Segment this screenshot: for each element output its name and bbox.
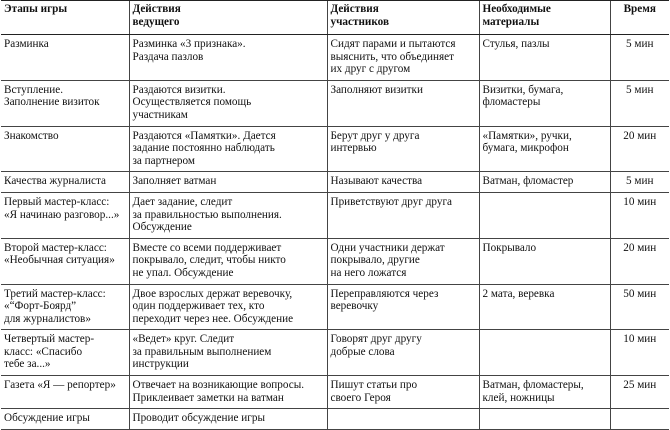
- cell-materials: [479, 126, 610, 172]
- table-body: [1, 35, 669, 430]
- cell-participant-actions: [327, 284, 479, 330]
- cell-text-line: участникам: [132, 108, 188, 121]
- cell-text-line: 50 мин: [623, 287, 657, 300]
- cell-text-line: 5 мин: [626, 38, 654, 50]
- cell-text-line: «Памятки», ручки,: [482, 129, 572, 142]
- cell-text-line: 20 мин: [623, 241, 657, 254]
- cell-participant-actions: [327, 192, 479, 238]
- cell-text-line: за партнером: [132, 154, 195, 167]
- cell-host-actions: [129, 284, 327, 330]
- table-row: [1, 172, 669, 193]
- table-header: [1, 1, 669, 35]
- cell-participant-actions: [327, 126, 479, 172]
- cell-text-line: Ватман, фломастер: [482, 175, 574, 188]
- cell-text-line: Вместе со всеми поддерживает: [132, 241, 282, 254]
- table-row: [1, 192, 669, 238]
- cell-text-line: Приклеивает заметки на ватман: [132, 391, 284, 404]
- column-header-participant-actions: [327, 1, 479, 35]
- table-row: [1, 126, 669, 172]
- cell-time: [610, 284, 669, 330]
- table-row: [1, 409, 669, 430]
- cell-text-line: Четвертый мастер-: [4, 333, 95, 346]
- column-header-materials: [479, 1, 610, 35]
- cell-materials: [479, 330, 610, 376]
- cell-text-line: Стулья, пазлы: [482, 38, 550, 50]
- cell-time: [610, 238, 669, 284]
- cell-text-line: Знакомство: [4, 129, 59, 142]
- cell-text-line: Одни участники держат: [330, 241, 445, 254]
- cell-participant-actions: [327, 409, 479, 430]
- table-row: [1, 35, 669, 81]
- cell-text-line: «Я начинаю разговор...»: [4, 208, 120, 221]
- cell-text-line: инструкции: [132, 358, 189, 371]
- cell-participant-actions: [327, 172, 479, 193]
- cell-text-line: фломастеры: [482, 96, 541, 109]
- column-header-line: участников: [330, 15, 390, 28]
- column-header-line: Необходимые: [482, 3, 551, 15]
- cell-text-line: 25 мин: [623, 379, 657, 392]
- cell-participant-actions: [327, 376, 479, 409]
- cell-text-line: Переправляются через: [330, 287, 439, 300]
- cell-text-line: Первый мастер-класс:: [4, 195, 110, 208]
- cell-text-line: Проводит обсуждение игры: [132, 412, 265, 425]
- cell-text-line: Отвечает на возникающие вопросы.: [132, 379, 305, 392]
- cell-text-line: Раздаются «Памятки». Дается: [132, 129, 276, 142]
- cell-text-line: Вступление.: [4, 83, 64, 96]
- cell-participant-actions: [327, 238, 479, 284]
- table-row: [1, 238, 669, 284]
- cell-text-line: клей, ножницы: [482, 391, 555, 404]
- cell-text-line: переходит через нее. Обсуждение: [132, 312, 294, 325]
- cell-text-line: «Ведет» круг. Следит: [132, 333, 235, 346]
- cell-text-line: Заполняет ватман: [132, 175, 217, 188]
- cell-stage: [1, 238, 129, 284]
- cell-text-line: Третий мастер-класс:: [4, 287, 106, 300]
- cell-text-line: 20 мин: [623, 129, 657, 142]
- cell-stage: [1, 126, 129, 172]
- cell-text-line: 5 мин: [626, 175, 654, 188]
- cell-text-line: Двое взрослых держат веревочку,: [132, 287, 293, 300]
- column-header-line: Этапы игры: [4, 3, 68, 15]
- cell-host-actions: [129, 35, 327, 81]
- cell-materials: [479, 284, 610, 330]
- cell-text-line: 10 мин: [623, 333, 657, 346]
- cell-text-line: не упал. Обсуждение: [132, 266, 234, 279]
- cell-time: [610, 172, 669, 193]
- cell-text-line: их друг с другом: [330, 63, 411, 76]
- game-stages-table: [1, 0, 669, 430]
- cell-text-line: «Необычная ситуация»: [4, 254, 115, 267]
- table-row: [1, 284, 669, 330]
- cell-materials: [479, 376, 610, 409]
- cell-text-line: интервью: [330, 142, 377, 155]
- cell-text-line: Дает задание, следит: [132, 195, 233, 208]
- column-header-line: Действия: [330, 3, 379, 15]
- cell-text-line: Раздаются визитки.: [132, 83, 226, 96]
- table-row: [1, 376, 669, 409]
- cell-text-line: класс: «Спасибо: [4, 345, 83, 358]
- cell-text-line: 2 мата, веревка: [482, 287, 555, 300]
- column-header-line: ведущего: [132, 15, 180, 28]
- column-header-stage: [1, 1, 129, 35]
- cell-participant-actions: [327, 80, 479, 126]
- cell-text-line: Заполнение визиток: [4, 96, 100, 109]
- cell-materials: [479, 172, 610, 193]
- cell-text-line: Называют качества: [330, 175, 423, 188]
- cell-text-line: веревочку: [330, 300, 379, 313]
- cell-participant-actions: [327, 330, 479, 376]
- cell-text-line: бумага, микрофон: [482, 142, 569, 155]
- cell-materials: [479, 80, 610, 126]
- cell-text-line: своего Героя: [330, 391, 391, 404]
- cell-stage: [1, 330, 129, 376]
- column-header-time: [610, 1, 669, 35]
- cell-text-line: Заполняют визитки: [330, 83, 423, 96]
- cell-text-line: Разминка: [4, 38, 49, 50]
- cell-stage: [1, 409, 129, 430]
- column-header-line: материалы: [482, 15, 540, 28]
- cell-stage: [1, 192, 129, 238]
- cell-stage: [1, 284, 129, 330]
- table-row: [1, 80, 669, 126]
- cell-host-actions: [129, 238, 327, 284]
- cell-time: [610, 192, 669, 238]
- cell-text-line: Ватман, фломастеры,: [482, 379, 584, 392]
- cell-host-actions: [129, 192, 327, 238]
- cell-text-line: Обсуждение: [132, 221, 192, 234]
- cell-stage: [1, 376, 129, 409]
- cell-text-line: Второй мастер-класс:: [4, 241, 107, 254]
- cell-text-line: Покрывало: [482, 241, 537, 254]
- cell-text-line: Сидят парами и пытаются: [330, 38, 456, 50]
- column-header-line: Действия: [132, 3, 181, 15]
- cell-text-line: Раздача пазлов: [132, 50, 204, 63]
- cell-text-line: Осуществляется помощь: [132, 96, 252, 109]
- cell-text-line: Берут друг у друга: [330, 129, 420, 142]
- cell-text-line: Разминка «3 признака».: [132, 38, 246, 50]
- cell-text-line: за правильностью выполнения.: [132, 208, 282, 221]
- cell-text-line: Качества журналиста: [4, 175, 106, 188]
- cell-host-actions: [129, 80, 327, 126]
- cell-text-line: Визитки, бумага,: [482, 83, 564, 96]
- cell-participant-actions: [327, 35, 479, 81]
- cell-time: [610, 409, 669, 430]
- cell-text-line: для журналистов»: [4, 312, 91, 325]
- cell-text-line: задание постоянно наблюдать: [132, 142, 275, 155]
- cell-text-line: выяснить, что объединяет: [330, 50, 455, 63]
- cell-materials: [479, 409, 610, 430]
- cell-text-line: на него ложатся: [330, 266, 407, 279]
- cell-time: [610, 126, 669, 172]
- cell-text-line: Обсуждение игры: [4, 412, 90, 425]
- cell-host-actions: [129, 409, 327, 430]
- table-row: [1, 330, 669, 376]
- cell-time: [610, 35, 669, 81]
- cell-text-line: Приветствуют друг друга: [330, 195, 453, 208]
- cell-text-line: 10 мин: [623, 195, 657, 208]
- cell-host-actions: [129, 330, 327, 376]
- header-row: [1, 1, 669, 35]
- column-header-host-actions: [129, 1, 327, 35]
- cell-materials: [479, 192, 610, 238]
- cell-text-line: Пишут статьи про: [330, 379, 418, 392]
- cell-text-line: покрывало, другие: [330, 254, 420, 267]
- cell-text-line: 5 мин: [626, 83, 654, 96]
- cell-time: [610, 330, 669, 376]
- cell-text-line: «“Форт-Боярд”: [4, 300, 77, 313]
- cell-text-line: Газета «Я — репортер»: [4, 379, 116, 392]
- cell-materials: [479, 238, 610, 284]
- cell-text-line: добрые слова: [330, 345, 395, 358]
- cell-host-actions: [129, 126, 327, 172]
- cell-host-actions: [129, 172, 327, 193]
- cell-time: [610, 80, 669, 126]
- cell-text-line: Говорят друг другу: [330, 333, 422, 346]
- cell-text-line: тебе за...»: [4, 358, 51, 371]
- cell-stage: [1, 172, 129, 193]
- cell-host-actions: [129, 376, 327, 409]
- cell-stage: [1, 35, 129, 81]
- cell-text-line: за правильным выполнением: [132, 345, 272, 358]
- cell-text-line: один поддерживает тех, кто: [132, 300, 265, 313]
- cell-materials: [479, 35, 610, 81]
- cell-stage: [1, 80, 129, 126]
- column-header-line: Время: [623, 3, 656, 15]
- cell-text-line: покрывало, следит, чтобы никто: [132, 254, 286, 267]
- cell-time: [610, 376, 669, 409]
